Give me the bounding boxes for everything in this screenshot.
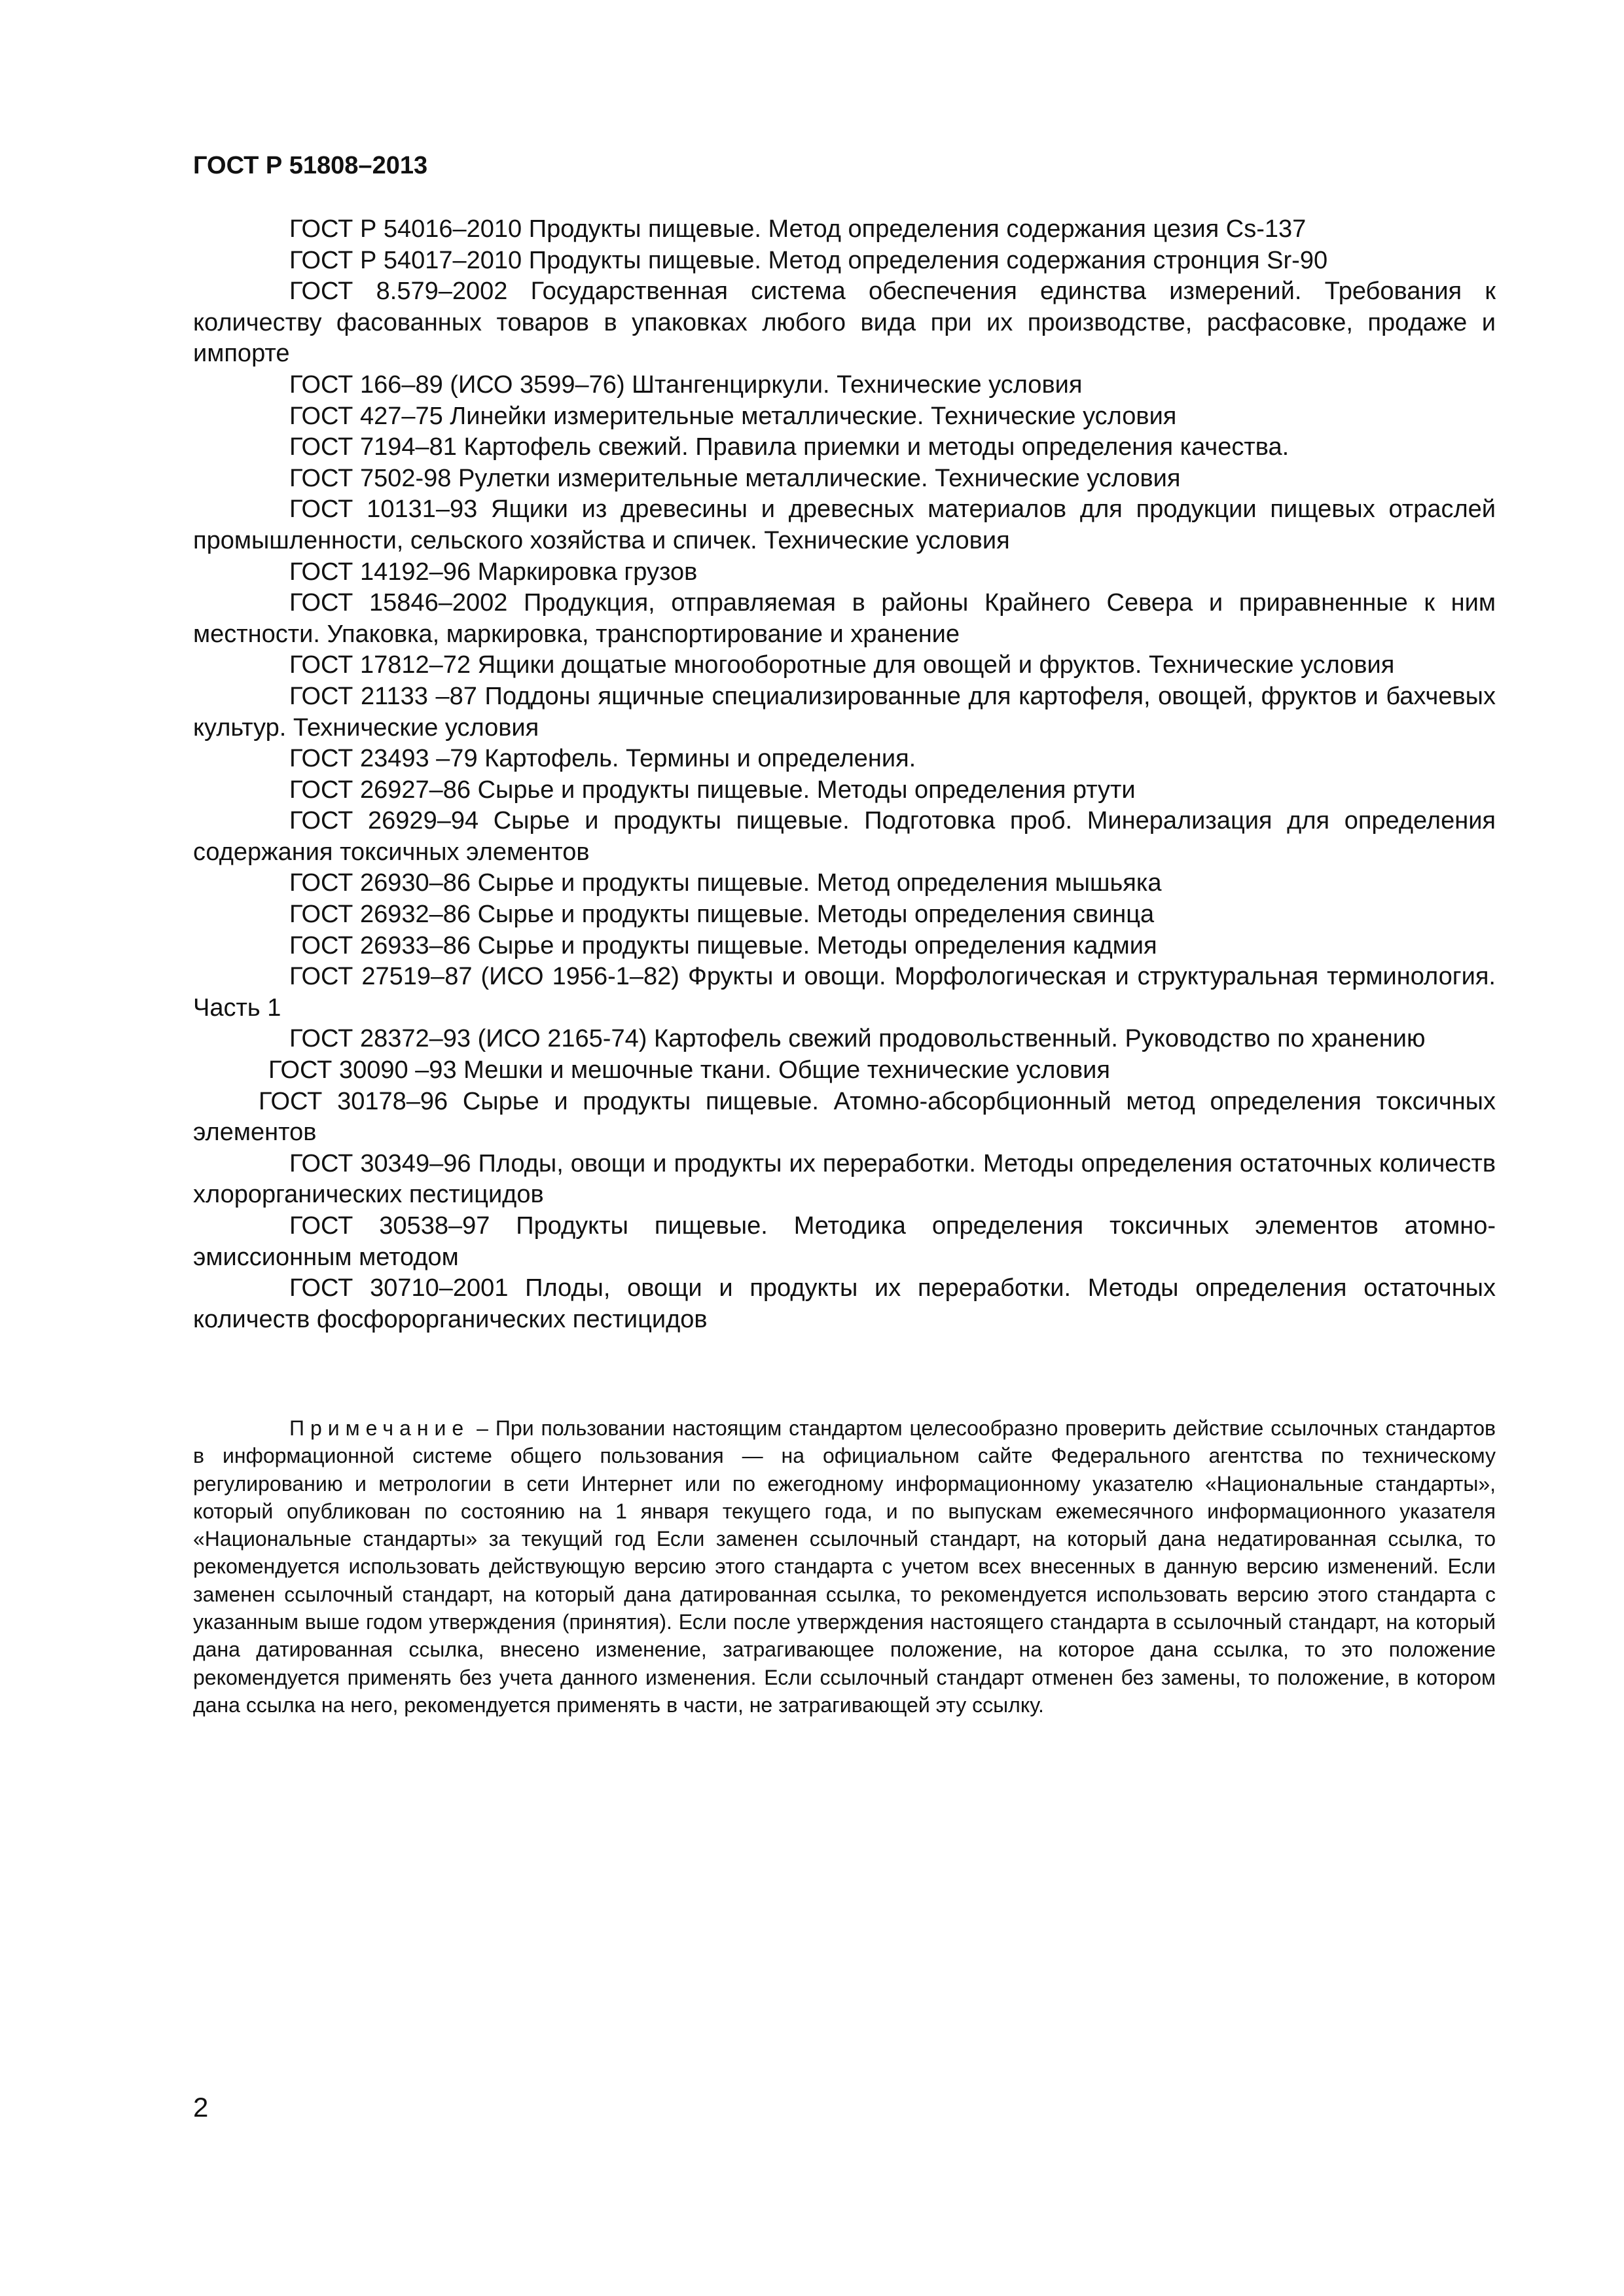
note-paragraph [193,1414,1496,1719]
reference-entry: ГОСТ 14192–96 Маркировка грузов [289,558,698,586]
reference-entry: ГОСТ Р 54016–2010 Продукты пищевые. Метод определения содержания цезия Cs-137 [289,215,1307,243]
reference-entry: ГОСТ 17812–72 Ящики дощатые многооборотные для овощей и фруктов. Технические условия [289,651,1395,679]
reference-entry: ГОСТ 26933–86 Сырье и продукты пищевые. Методы определения кадмия [289,931,1157,960]
reference-entry: ГОСТ 7194–81 Картофель свежий. Правила приемки и методы определения качества. [289,433,1290,461]
note-text: При пользовании настоящим стандартом целесообразно проверить действие ссылочных стандартов в информационной системе общего пользования — на официальном сайте Федерального агентства по техническому регулированию и метрологии в сети Интернет или по ежегодному информационному указателю «Национальные стандарты», который опубликован по состоянию на 1 января текущего года, и по выпускам ежемесячного информационного указателя «Национальные стандарты» за текущий год Если заменен ссылочный стандарт, на который дана недатированная ссылка, то рекомендуется использовать действующую версию этого стандарта с учетом всех внесенных в данную версию изменений. Если заменен ссылочный стандарт, на который дана датированная ссылка, то рекомендуется использовать версию этого стандарта с указанным выше годом утверждения (принятия). Если после утверждения настоящего стандарта в ссылочный стандарт, на который дана датированная ссылка, внесено изменение, затрагивающее положение, на которое дана ссылка, то это положение рекомендуется применять без учета данного изменения. Если ссылочный стандарт отменен без замены, то положение, в котором дана ссылка на него, рекомендуется применять в части, не затрагивающей эту ссылку. [193,1416,1496,1717]
reference-entry: ГОСТ 427–75 Линейки измерительные металлические. Технические условия [289,402,1177,430]
reference-entry: ГОСТ 10131–93 Ящики из древесины и древесных материалов для продукции пищевых отраслей промышленности, сельского хозяйства и спичек. Технические условия [193,495,1496,554]
reference-entry: ГОСТ 26927–86 Сырье и продукты пищевые. Методы определения ртути [289,776,1136,804]
document-header: ГОСТ Р 51808–2013 [193,152,428,179]
reference-entry: ГОСТ 15846–2002 Продукция, отправляемая в районы Крайнего Севера и приравненные к ним местности. Упаковка, маркировка, транспортирование и хранение [193,589,1496,648]
reference-entry: ГОСТ 166–89 (ИСО 3599–76) Штангенциркули. Технические условия [289,370,1083,399]
reference-entry: ГОСТ 30178–96 Сырье и продукты пищевые. Атомно-абсорбционный метод определения токсичных элементов [193,1087,1496,1147]
reference-entry: ГОСТ 26930–86 Сырье и продукты пищевые. Метод определения мышьяка [289,869,1162,897]
reference-entry: ГОСТ 26932–86 Сырье и продукты пищевые. Методы определения свинца [289,901,1155,929]
reference-entry: ГОСТ 30710–2001 Плоды, овощи и продукты их переработки. Методы определения остаточных количеств фосфорорганических пестицидов [193,1274,1496,1333]
note-separator: – [469,1416,496,1440]
reference-entry: ГОСТ 26929–94 Сырье и продукты пищевые. Подготовка проб. Минерализация для определения содержания токсичных элементов [193,807,1496,866]
reference-entry: ГОСТ 21133 –87 Поддоны ящичные специализированные для картофеля, овощей, фруктов и бахчевых культур. Технические условия [193,682,1496,742]
reference-entry: ГОСТ 7502-98 Рулетки измерительные металлические. Технические условия [289,464,1181,492]
reference-entry: ГОСТ 28372–93 (ИСО 2165-74) Картофель свежий продовольственный. Руководство по хранению [289,1025,1426,1053]
page-number: 2 [193,2092,209,2123]
reference-entry: ГОСТ Р 54017–2010 Продукты пищевые. Метод определения содержания стронция Sr-90 [289,246,1328,274]
reference-entry: ГОСТ 30090 –93 Мешки и мешочные ткани. Общие технические условия [268,1056,1110,1085]
reference-entry: ГОСТ 30349–96 Плоды, овощи и продукты их переработки. Методы определения остаточных количеств хлорорганических пестицидов [193,1149,1496,1209]
reference-entry: ГОСТ 27519–87 (ИСО 1956-1–82) Фрукты и овощи. Морфологическая и структуральная терминология. Часть 1 [193,963,1496,1022]
normative-references-list [193,214,1496,1335]
reference-entry: ГОСТ 30538–97 Продукты пищевые. Методика определения токсичных элементов атомно-эмиссионным методом [193,1212,1496,1271]
note-label: Примечание [289,1416,470,1440]
reference-entry: ГОСТ 23493 –79 Картофель. Термины и определения. [289,745,916,773]
reference-entry: ГОСТ 8.579–2002 Государственная система обеспечения единства измерений. Требования к количеству фасованных товаров в упаковках любого вида при их производстве, расфасовке, продаже и импорте [193,278,1496,368]
